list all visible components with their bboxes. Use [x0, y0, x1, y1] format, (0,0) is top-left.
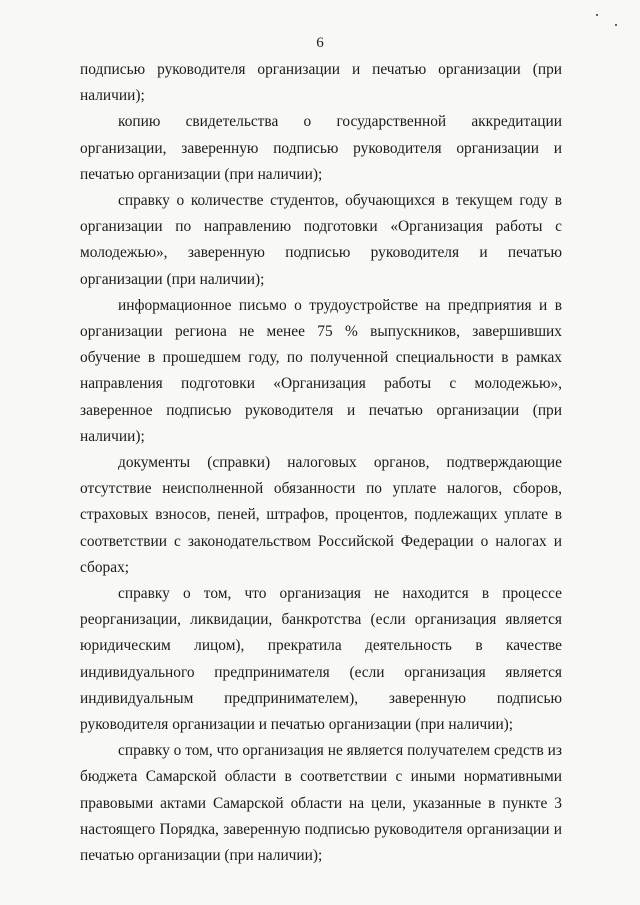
- scan-speck: [596, 14, 598, 16]
- paragraph-student-count: справку о количестве студентов, обучающихся в текущем году в организации по направлению подготовки «Организация работы с молодежью», заверенную подписью руководителя и печатью организации (при наличии);: [80, 192, 562, 288]
- paragraph-tax-documents: документы (справки) налоговых органов, подтверждающие отсутствие неисполненной обязанности по уплате налогов, сборов, страховых взносов, пеней, штрафов, процентов, подлежащих уплате в соответствии с законодательством Российской Федерации о налогах и сборах;: [80, 454, 562, 576]
- paragraph-reorganization-certificate: справку о том, что организация не находится в процессе реорганизации, ликвидации, банкротства (если организация является юридическим лицом), прекратила деятельность в качестве индивидуального предпринимателя (если организация является индивидуальным предпринимателем), заверенную подписью руководителя организации и печатью организации (при наличии);: [80, 585, 562, 734]
- paragraph-accreditation-copy: копию свидетельства о государственной аккредитации организации, заверенную подписью руководителя организации и печатью организации (при наличии);: [80, 113, 562, 183]
- scan-speck: [615, 24, 617, 26]
- document-body: [80, 57, 562, 869]
- paragraph-continuation: подписью руководителя организации и печатью организации (при наличии);: [80, 61, 562, 105]
- paragraph-budget-certificate: справку о том, что организация не является получателем средств из бюджета Самарской области в соответствии с иными нормативными правовыми актами Самарской области на цели, указанные в пункте 3 настоящего Порядка, заверенную подписью руководителя организации и печатью организации (при наличии);: [80, 742, 562, 865]
- page-number: 6: [316, 35, 324, 51]
- paragraph-employment-letter: информационное письмо о трудоустройстве на предприятия и в организации региона не менее 75 % выпускников, завершивших обучение в прошедшем году, по полученной специальности в рамках направления подготовки «Организация работы с молодежью», заверенное подписью руководителя и печатью организации (при наличии);: [80, 296, 562, 445]
